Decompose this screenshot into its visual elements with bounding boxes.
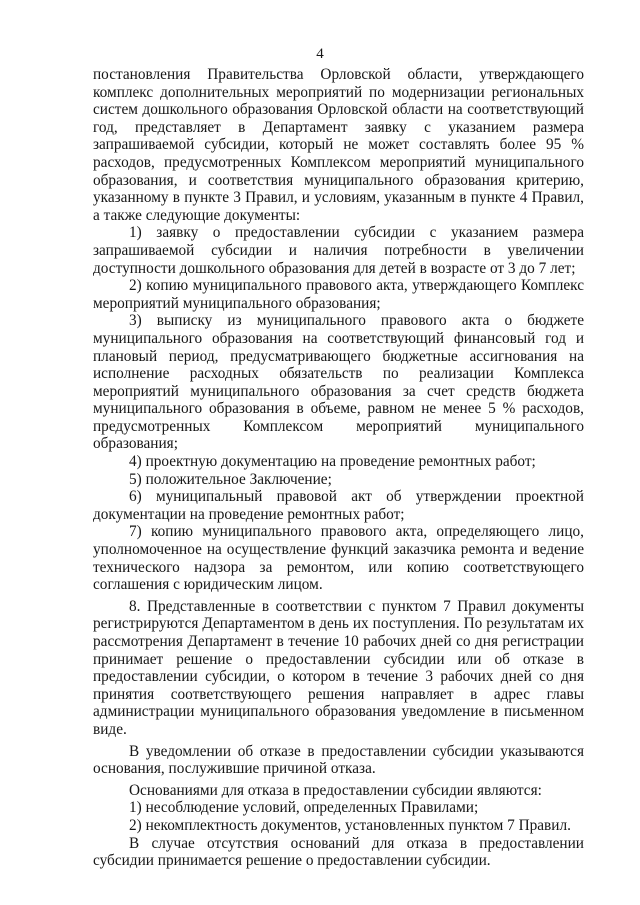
- list-item-7: 7) копию муниципального правового акта, определяющего лицо, уполномоченное на осуществление функций заказчика ремонта и ведение технического надзора за ремонтом, или копию соответствующего соглашения с юридическим лицом.: [93, 523, 584, 594]
- list-item-2: 2) копию муниципального правового акта, утверждающего Комплекс мероприятий муниципального образования;: [93, 277, 584, 312]
- list-item-6: 6) муниципальный правовой акт об утверждении проектной документации на проведение ремонтных работ;: [93, 488, 584, 523]
- refusal-ground-1: 1) несоблюдение условий, определенных Правилами;: [129, 799, 479, 817]
- list-item-3: 3) выписку из муниципального правового акта о бюджете муниципального образования на соответствующий финансовый год и плановый период, предусматривающего бюджетные ассигнования на исполнение расходных обязательств по реализации Комплекса мероприятий муниципального образования за счет средств бюджета муниципального образования в объеме, равном не менее 5 % расходов, предусмотренных Комплексом мероприятий муниципального образования;: [93, 312, 584, 453]
- paragraph-intro-continuation: постановления Правительства Орловской области, утверждающего комплекс дополнительных мероприятий по модернизации региональных систем дошкольного образования Орловской области на соответствующий год, представляет в Департамент заявку с указанием размера запрашиваемой субсидии, который не может составлять более 95 % расходов, предусмотренных Комплексом мероприятий муниципального образования, и соответствия муниципального образования критерию, указанному в пункте 3 Правил, и условиям, указанным в пункте 4 Правил, а также следующие документы:: [93, 66, 584, 224]
- closing-paragraph: В случае отсутствия оснований для отказа в предоставлении субсидии принимается решение о предоставлении субсидии.: [93, 834, 584, 870]
- list-item-1: 1) заявку о предоставлении субсидии с указанием размера запрашиваемой субсидии и наличия потребности в увеличении доступности дошкольного образования для детей в возрасте от 3 до 7 лет;: [93, 224, 584, 277]
- refusal-ground-2: 2) некомплектность документов, установленных пунктом 7 Правил.: [129, 816, 571, 834]
- list-item-5: 5) положительное Заключение;: [129, 470, 332, 488]
- list-item-4: 4) проектную документацию на проведение ремонтных работ;: [129, 453, 536, 471]
- refusal-grounds-heading: Основаниями для отказа в предоставлении субсидии являются:: [129, 781, 542, 799]
- refusal-notice-paragraph: В уведомлении об отказе в предоставлении субсидии указываются основания, послужившие причиной отказа.: [93, 742, 584, 778]
- document-body: [93, 66, 584, 870]
- page-number: 4: [316, 46, 324, 62]
- clause-8: 8. Представленные в соответствии с пунктом 7 Правил документы регистрируются Департаментом в день их поступления. По результатам их рассмотрения Департамент в течение 10 рабочих дней со дня регистрации принимает решение о предоставлении субсидии или об отказе в предоставлении субсидии, о котором в течение 3 рабочих дней со дня принятия соответствующего решения направляет в адрес главы администрации муниципального образования уведомление в письменном виде.: [93, 597, 584, 738]
